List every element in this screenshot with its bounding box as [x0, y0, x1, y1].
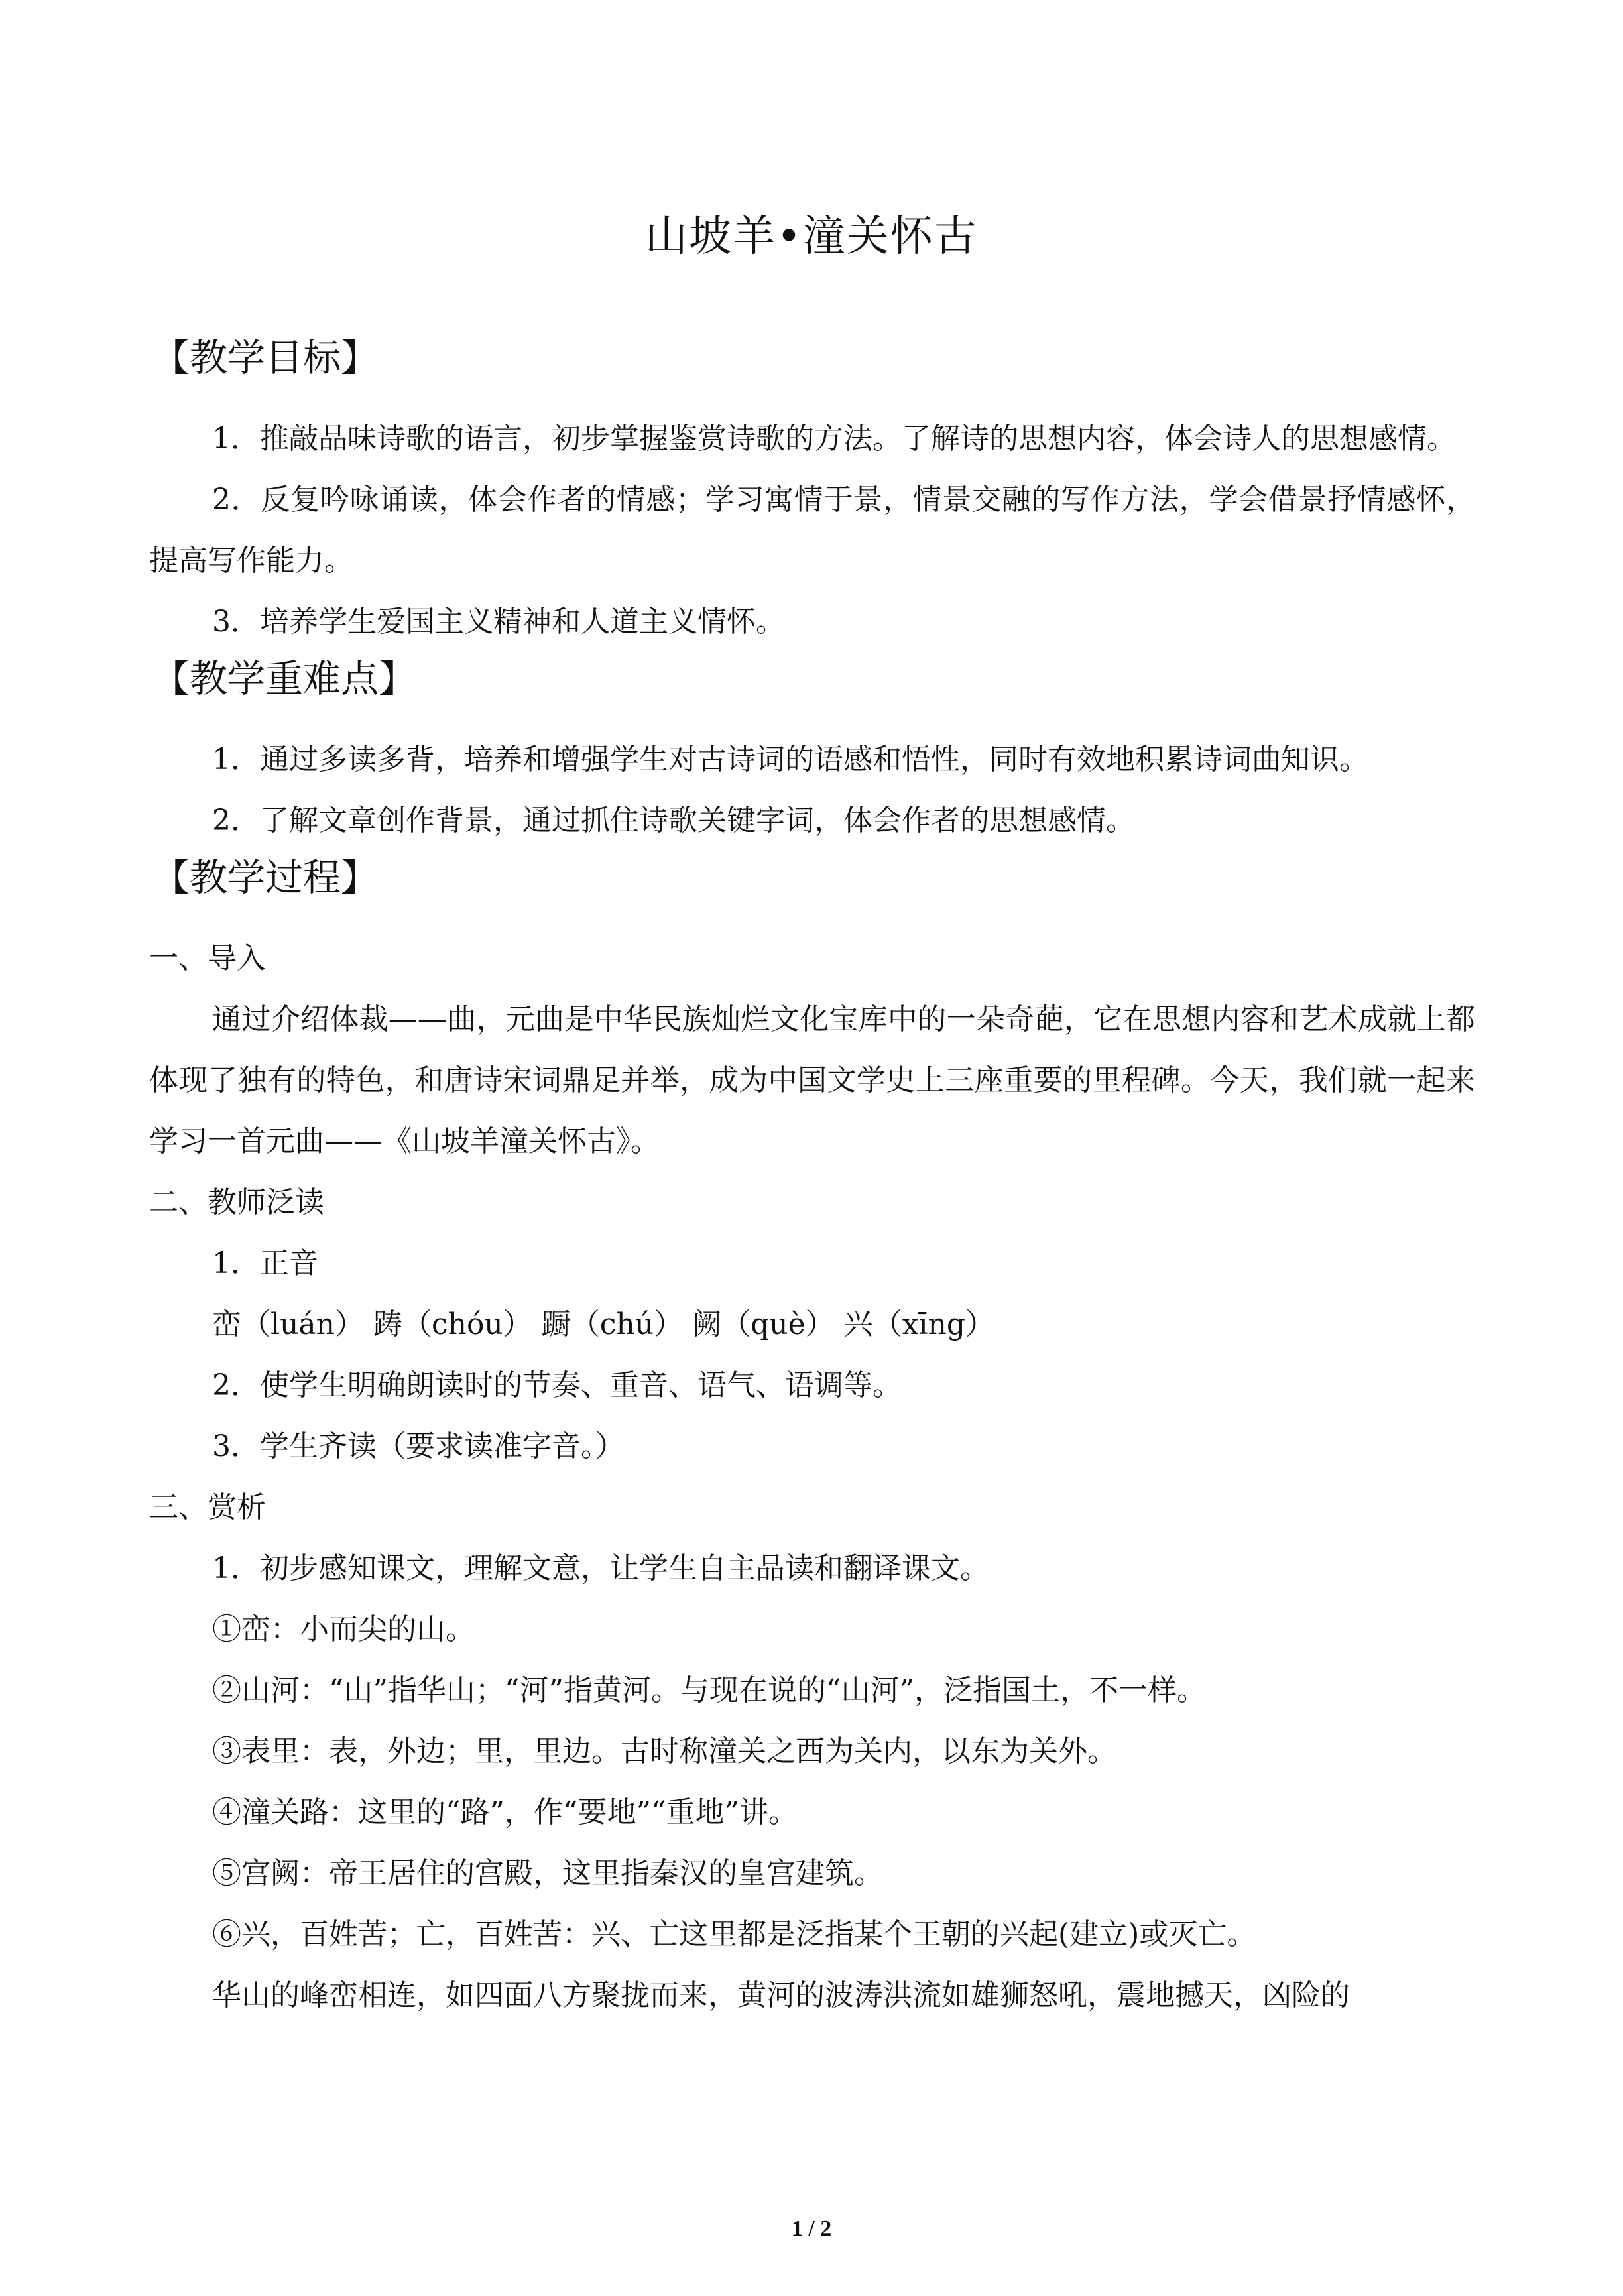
process-part-title: 一、导入 — [149, 941, 266, 975]
annotation-item: ⑤宫阙：帝王居住的宫殿，这里指秦汉的皇宫建筑。 — [212, 1856, 883, 1890]
document-title: 山坡羊•潼关怀古 — [645, 212, 978, 261]
process-list-item: 3．学生齐读（要求读准字音。） — [212, 1429, 625, 1463]
section-heading-process: 【教学过程】 — [152, 856, 379, 900]
key-point-item: 2．了解文章创作背景，通过抓住诗歌关键字词，体会作者的思想感情。 — [212, 804, 1135, 837]
process-paragraph: 通过介绍体裁——曲，元曲是中华民族灿烂文化宝库中的一朵奇葩，它在思想内容和艺术成就上都体现了独有的特色，和唐诗宋词鼎足并举，成为中国文学史上三座重要的里程碑。今天，我们就一起来学习一首元曲——《山坡羊潼关怀古》。 — [149, 1002, 1475, 1158]
annotation-item: ④潼关路：这里的“路”，作“要地”“重地”讲。 — [212, 1795, 798, 1829]
annotation-item: ⑥兴，百姓苦；亡，百姓苦：兴、亡这里都是泛指某个王朝的兴起(建立)或灭亡。 — [212, 1917, 1256, 1951]
process-part-title: 三、赏析 — [149, 1490, 266, 1524]
document-body — [149, 332, 1475, 2026]
page-indicator: 1 / 2 — [791, 2216, 832, 2241]
process-list-item: 1．初步感知课文，理解文意，让学生自主品读和翻译课文。 — [212, 1551, 989, 1585]
section-heading-objectives: 【教学目标】 — [152, 336, 379, 380]
pronunciation-line: 峦（luán） 踌（chóu） 蹰（chú） 阙（què） 兴（xīng） — [212, 1307, 994, 1341]
section-heading-key-points: 【教学重难点】 — [152, 657, 416, 701]
annotation-item: ②山河：“山”指华山；“河”指黄河。与现在说的“山河”，泛指国土，不一样。 — [212, 1673, 1206, 1707]
process-part-title: 二、教师泛读 — [149, 1185, 324, 1219]
annotation-item: ③表里：表，外边；里，里边。古时称潼关之西为关内，以东为关外。 — [212, 1734, 1116, 1768]
key-point-item: 1．通过多读多背，培养和增强学生对古诗词的语感和悟性，同时有效地积累诗词曲知识。 — [212, 743, 1368, 776]
annotation-item: ①峦：小而尖的山。 — [212, 1612, 475, 1646]
objective-item: 3．培养学生爱国主义精神和人道主义情怀。 — [212, 605, 785, 638]
objective-item: 2．反复吟咏诵读，体会作者的情感；学习寓情于景，情景交融的写作方法，学会借景抒情感怀，提高写作能力。 — [149, 483, 1475, 577]
process-list-item: 1．正音 — [212, 1246, 318, 1280]
process-paragraph: 华山的峰峦相连，如四面八方聚拢而来，黄河的波涛洪流如雄狮怒吼，震地撼天，凶险的 — [212, 1978, 1350, 2012]
process-list-item: 2．使学生明确朗读时的节奏、重音、语气、语调等。 — [212, 1368, 902, 1402]
objective-item: 1．推敲品味诗歌的语言，初步掌握鉴赏诗歌的方法。了解诗的思想内容，体会诗人的思想感情。 — [212, 422, 1456, 455]
